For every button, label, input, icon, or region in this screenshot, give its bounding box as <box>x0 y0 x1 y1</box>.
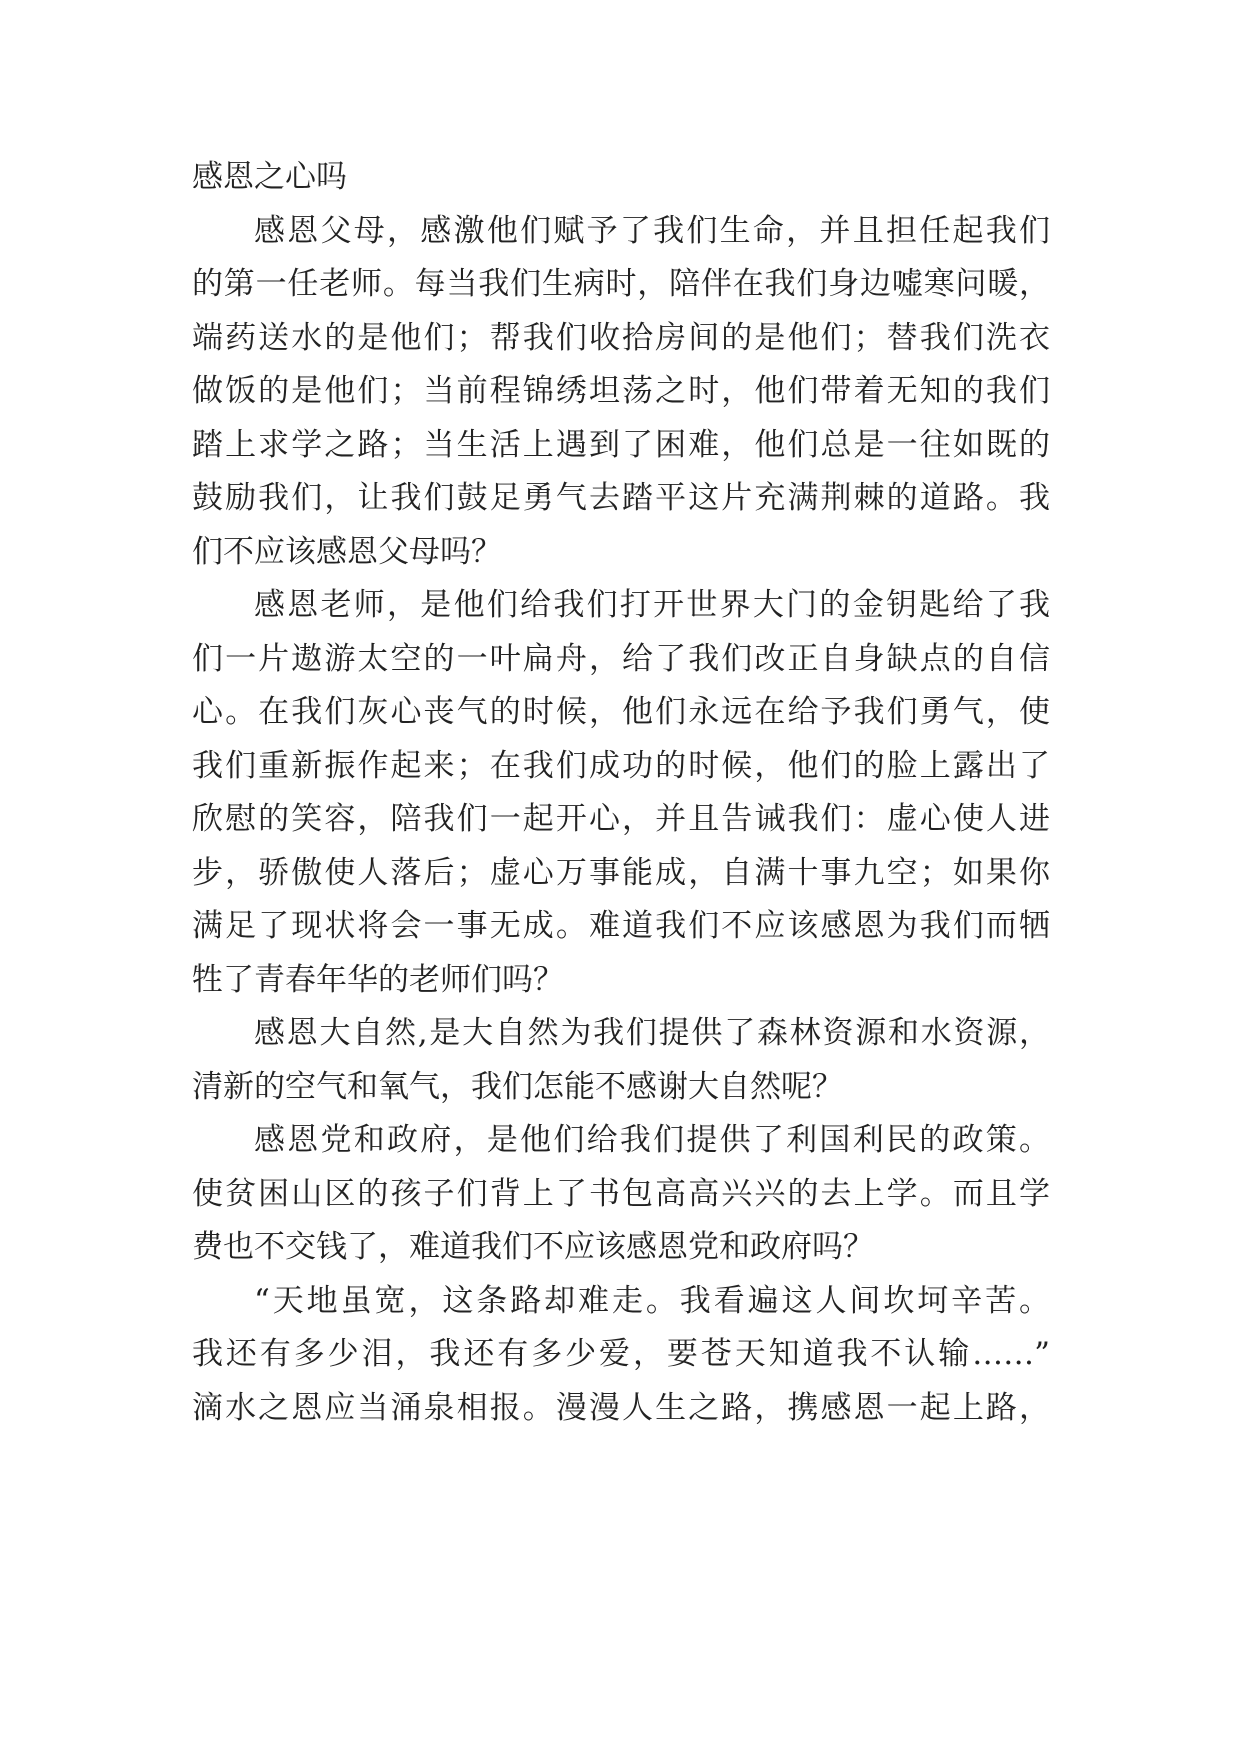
paragraph-line: 的第一任老师。每当我们生病时，陪伴在我们身边嘘寒问暖， <box>192 266 1050 302</box>
paragraph-line: 步，骄傲使人落后；虚心万事能成，自满十事九空；如果你 <box>192 855 1050 891</box>
paragraph-line: 牲了青春年华的老师们吗？ <box>192 962 564 998</box>
paragraph-line: 清新的空气和氧气，我们怎能不感谢大自然呢？ <box>192 1069 843 1105</box>
paragraph-line: 端药送水的是他们；帮我们收拾房间的是他们；替我们洗衣 <box>192 320 1050 356</box>
paragraph-line: 们一片遨游太空的一叶扁舟，给了我们改正自身缺点的自信 <box>192 641 1050 677</box>
paragraph-line: 们不应该感恩父母吗？ <box>192 534 502 570</box>
paragraph-line: 感恩党和政府，是他们给我们提供了利国利民的政策。 <box>254 1122 1050 1158</box>
paragraph-line: 我还有多少泪，我还有多少爱，要苍天知道我不认输……” <box>192 1336 1050 1372</box>
paragraph-line: 鼓励我们，让我们鼓足勇气去踏平这片充满荆棘的道路。我 <box>192 480 1050 516</box>
paragraph-line: 满足了现状将会一事无成。难道我们不应该感恩为我们而牺 <box>192 908 1050 944</box>
paragraph-line: 感恩大自然,是大自然为我们提供了森林资源和水资源， <box>254 1015 1050 1051</box>
paragraph-line: 感恩父母，感激他们赋予了我们生命，并且担任起我们 <box>254 213 1050 249</box>
paragraph-line: “天地虽宽，这条路却难走。我看遍这人间坎坷辛苦。 <box>254 1283 1050 1319</box>
paragraph-line: 心。在我们灰心丧气的时候，他们永远在给予我们勇气，使 <box>192 694 1050 730</box>
paragraph-line: 踏上求学之路；当生活上遇到了困难，他们总是一往如既的 <box>192 427 1050 463</box>
paragraph-line: 使贫困山区的孩子们背上了书包高高兴兴的去上学。而且学 <box>192 1176 1050 1212</box>
paragraph-line: 滴水之恩应当涌泉相报。漫漫人生之路，携感恩一起上路， <box>192 1390 1050 1426</box>
paragraph-line: 欣慰的笑容，陪我们一起开心，并且告诫我们：虚心使人进 <box>192 801 1050 837</box>
paragraph-line: 感恩老师，是他们给我们打开世界大门的金钥匙给了我 <box>254 587 1050 623</box>
paragraph-line: 做饭的是他们；当前程锦绣坦荡之时，他们带着无知的我们 <box>192 373 1050 409</box>
paragraph-line: 费也不交钱了，难道我们不应该感恩党和政府吗？ <box>192 1229 874 1265</box>
paragraph-line: 我们重新振作起来；在我们成功的时候，他们的脸上露出了 <box>192 748 1050 784</box>
text-line: 感恩之心吗 <box>192 159 347 195</box>
